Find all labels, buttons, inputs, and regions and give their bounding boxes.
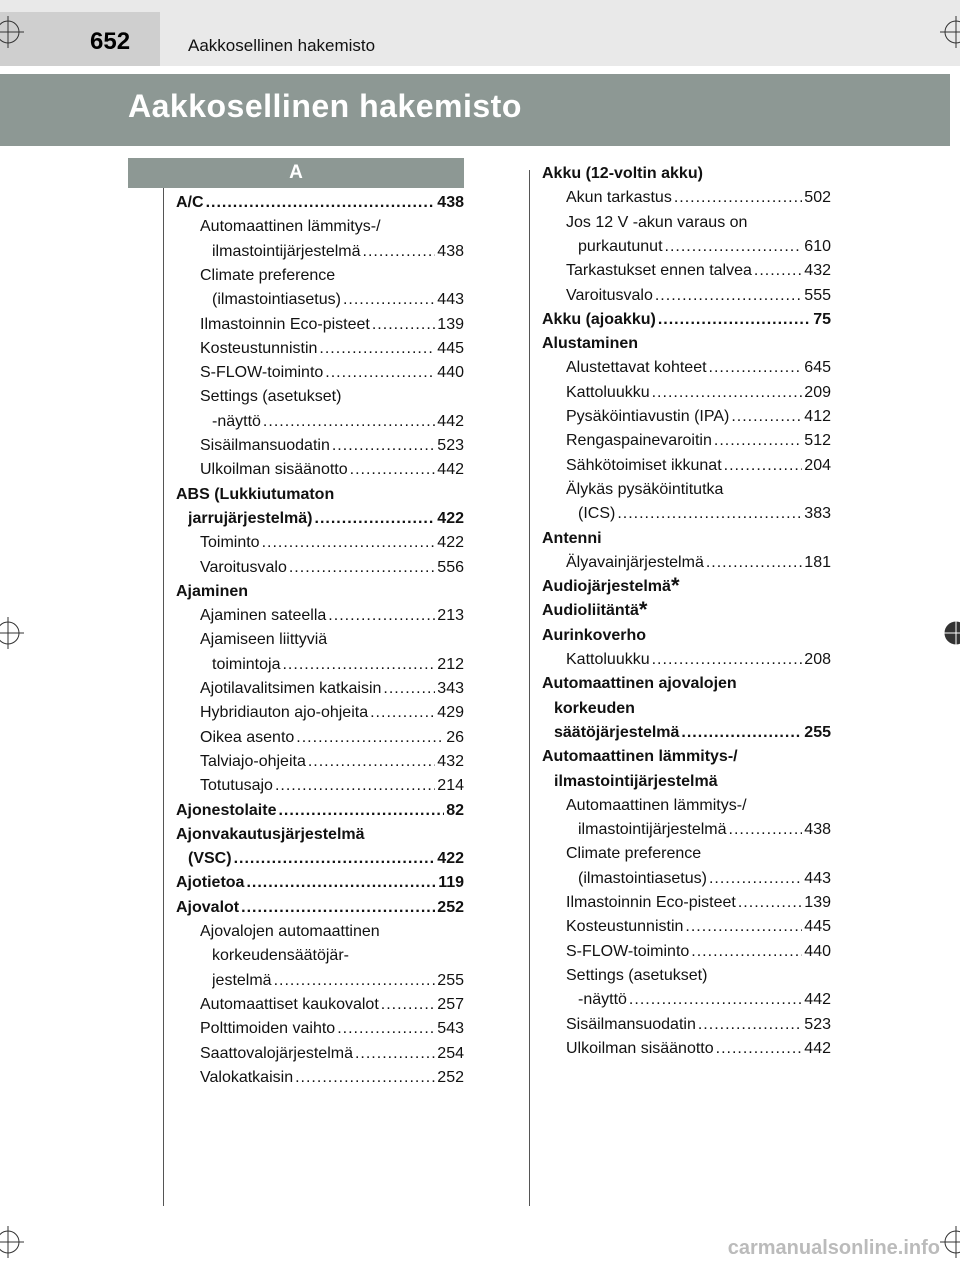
index-entry-text: Tarkastukset ennen talvea [566,262,752,280]
dot-leader [337,1017,435,1041]
index-entry [176,896,464,920]
index-entry-text: Pysäköintiavustin (IPA) [566,408,730,425]
dot-leader [274,969,436,993]
index-entry-text: Akun tarkastus [566,189,672,207]
index-entry-text: Saattovalojärjestelmä [200,1044,353,1062]
index-page-number: 255 [437,971,464,989]
index-entry-text: Antenni [542,529,602,547]
index-page-number: 442 [804,1039,831,1057]
index-entry [200,1066,464,1090]
index-entry-text: Audiojärjestelmä [542,578,671,596]
index-entry-text: Akku (12-voltin akku) [542,165,703,182]
index-page-number: 412 [804,408,831,425]
index-entry-text: Ilmastoinnin Eco-pisteet [200,315,370,333]
index-entry-text: (VSC) [188,850,232,868]
dot-leader [714,429,802,453]
dot-leader [241,896,435,920]
index-entry [554,770,831,794]
index-entry-text: Akku (ajoakku) [542,310,656,328]
dot-leader [652,648,803,672]
index-entry-text: korkeudensäätöjär- [212,947,349,965]
index-entry-text: Kosteustunnistin [200,339,318,357]
index-page-number: 438 [437,242,464,260]
index-page-number: 523 [804,1015,831,1033]
index-entry [200,361,464,385]
index-entry [176,823,464,847]
index-entry-text: A/C [176,194,204,211]
header-tab [0,12,160,66]
index-entry-text: Automaattinen lämmitys-/ [542,748,738,766]
index-entry-text: Sähkötoimiset ikkunat [566,456,722,474]
index-entry-text: Settings (asetukset) [566,966,708,984]
index-entry [554,697,831,721]
index-entry-text: ilmastointijärjestelmä [554,772,718,790]
crop-mark-icon [0,617,24,649]
dot-leader [315,507,436,531]
dot-leader [674,186,802,210]
index-entry [200,993,464,1017]
index-page-number: 429 [437,704,464,722]
index-entry-text: Sisäilmansuodatin [200,437,330,454]
dot-leader [308,750,435,774]
index-entry [200,313,464,337]
index-entry-text: Audioliitäntä [542,602,639,620]
index-page-number: 26 [446,728,464,746]
page-number: 652 [90,28,131,55]
index-entry [566,259,831,283]
index-entry [542,162,831,186]
index-entry-text: Rengaspainevaroitin [566,432,712,450]
index-entry-text: Sisäilmansuodatin [566,1015,696,1033]
index-entry [554,721,831,745]
dot-leader [729,818,803,842]
index-entry-text: Varoitusvalo [566,286,653,304]
index-page-number: 139 [437,315,464,333]
footnote-star: * [670,575,680,599]
index-entry-text: Valokatkaisin [200,1068,294,1086]
index-entry-text: Kosteustunnistin [566,918,684,936]
index-entry [212,410,464,434]
dot-leader [665,235,803,259]
dot-leader [381,993,436,1017]
index-page-number: 422 [437,509,464,527]
index-entry [566,551,831,575]
index-entry-text: Oikea asento [200,728,295,746]
index-page-number: 208 [804,651,831,668]
index-entry [542,332,831,356]
index-entry-text: Ajaminen sateella [200,607,327,625]
index-entry-text: Ulkoilman sisäänotto [566,1039,714,1057]
index-page-number: 75 [813,310,831,328]
index-entry [566,940,831,964]
index-entry [566,478,831,502]
index-entry [200,726,464,750]
index-entry [542,527,831,551]
index-entry-text: purkautunut [578,237,663,255]
index-entry-text: Polttimoiden vaihto [200,1020,336,1038]
dot-leader [328,604,435,628]
dot-leader [372,313,435,337]
index-entry-text: Ajotilavalitsimen katkaisin [200,680,382,697]
index-page-number: 610 [804,237,831,255]
index-entry-text: Kattoluukku [566,651,650,668]
index-entry [566,964,831,988]
index-entry [578,502,831,526]
index-page-number: 254 [437,1044,464,1062]
index-entry [212,240,464,264]
index-entry [176,483,464,507]
dot-leader [289,556,435,580]
index-page-number: 443 [437,291,464,309]
dot-leader [234,847,436,871]
index-entry-text: ilmastointijärjestelmä [578,821,727,839]
index-entry [200,215,464,239]
index-page-number: 252 [437,898,464,916]
index-entry-text: Älykäs pysäköintitutka [566,480,724,498]
dot-leader [681,721,802,745]
index-entry-text: Settings (asetukset) [200,388,342,406]
index-entry [200,774,464,798]
crop-mark-icon [940,16,960,48]
index-entry-text: (ilmastointiasetus) [212,291,341,309]
index-entry [200,604,464,628]
crop-mark-icon [940,617,960,649]
running-title: Aakkosellinen hakemisto [188,36,376,55]
index-entry-text: Ajovalojen automaattinen [200,923,380,940]
index-page-number: 139 [804,894,831,911]
index-page-number: 440 [437,364,464,382]
index-page-number: 252 [437,1068,464,1086]
index-entry [566,429,831,453]
index-page-number: 556 [437,558,464,576]
dot-leader [206,191,436,215]
dot-leader [698,1013,802,1037]
dot-leader [262,531,436,555]
index-page-number: 432 [437,752,464,770]
index-page-number: 440 [804,942,831,960]
crop-mark-icon [0,1226,24,1258]
dot-leader [691,940,802,964]
section-letter-bar: A [128,158,464,188]
index-entry [200,434,464,458]
index-entry-text: Ajotietoa [176,874,245,892]
index-entry [212,944,464,968]
index-page-number: 645 [804,359,831,377]
page-title: Aakkosellinen hakemisto [128,88,522,124]
index-page-number: 502 [804,189,831,207]
index-page-number: 438 [437,194,464,211]
index-entry-text: Ajamiseen liittyviä [200,631,328,649]
footnote-star: * [638,599,648,623]
dot-leader [319,337,435,361]
dot-leader [275,774,435,798]
index-entry [566,186,831,210]
index-entry-text: säätöjärjestelmä [554,723,680,741]
index-entry [566,211,831,235]
index-entry-text: jestelmä [212,971,272,989]
index-entry-text: Kattoluukku [566,383,650,401]
index-entry-text: Aurinkoverho [542,626,647,644]
index-page-number: 213 [437,607,464,625]
dot-leader [325,361,435,385]
dot-leader [355,1042,435,1066]
index-page-number: 204 [804,456,831,474]
dot-leader [754,259,802,283]
index-entry-text: jarrujärjestelmä) [188,509,313,527]
index-entry-text: Automaattinen ajovalojen [542,675,737,693]
index-page-number: 445 [804,918,831,936]
index-entry [188,847,464,871]
index-entry [176,191,464,215]
index-page-number: 212 [437,655,464,673]
dot-leader [246,871,436,895]
index-entry-text: Talviajo-ohjeita [200,752,306,770]
index-entry-text: Climate preference [200,266,336,284]
index-page-number: 512 [804,432,831,450]
index-entry [200,337,464,361]
left-column-rule [163,160,164,1206]
index-page-number: 442 [437,461,464,479]
index-entry [566,381,831,405]
index-page-number: 443 [804,869,831,887]
index-entry [200,458,464,482]
index-entry [188,507,464,531]
index-entry [200,556,464,580]
index-page-number: 422 [437,850,464,868]
index-page-number: 438 [804,821,831,839]
index-entry-text: Hybridiauton ajo-ohjeita [200,704,369,722]
index-entry-text: Ilmastoinnin Eco-pisteet [566,894,736,911]
index-entry-text: Automaattinen lämmitys-/ [200,218,381,236]
crop-mark-icon [0,16,24,48]
index-page-number: 555 [804,286,831,304]
index-entry [176,580,464,604]
index-entry [212,653,464,677]
dot-leader [278,799,444,823]
index-entry [200,701,464,725]
index-entry-text: -näyttö [212,412,261,430]
index-entry [542,672,831,696]
index-page-number: 255 [804,723,831,741]
dot-leader [658,308,811,332]
index-entry [566,891,831,915]
index-entry [566,915,831,939]
dot-leader [655,284,802,308]
index-entry-text: S-FLOW-toiminto [200,364,324,382]
index-page-number: 543 [437,1020,464,1038]
index-entry-text: Climate preference [566,845,702,863]
index-page-number: 383 [804,505,831,523]
dot-leader [332,434,435,458]
dot-leader [296,726,444,750]
index-entry [566,284,831,308]
dot-leader [282,653,435,677]
index-entry [176,799,464,823]
index-entry-text: Jos 12 V -akun varaus on [566,213,748,231]
index-entry [200,385,464,409]
index-page-number: 82 [446,801,464,819]
index-entry-text: Älyavainjärjestelmä [566,553,704,571]
index-entry-text: Ajovalot [176,898,240,916]
index-page-number: 181 [804,553,831,571]
index-entry-text: ilmastointijärjestelmä [212,242,361,260]
dot-leader [685,915,802,939]
index-entry-text: (ilmastointiasetus) [578,869,707,887]
index-entry [542,624,831,648]
index-entry [542,308,831,332]
dot-leader [629,988,802,1012]
dot-leader [370,701,435,725]
dot-leader [617,502,802,526]
index-entry [578,235,831,259]
index-entry-text: Ulkoilman sisäänotto [200,461,348,479]
index-entry-text: S-FLOW-toiminto [566,942,690,960]
dot-leader [652,381,803,405]
index-page-number: 442 [437,412,464,430]
dot-leader [295,1066,435,1090]
dot-leader [709,867,802,891]
index-entry [212,969,464,993]
index-entry-text: Ajaminen [176,582,249,600]
dot-leader [706,551,802,575]
center-column-rule [529,170,530,1206]
watermark: carmanualsonline.info [727,1237,940,1259]
index-entry [200,920,464,944]
index-entry [578,867,831,891]
index-entry [200,1042,464,1066]
dot-leader [738,891,802,915]
index-entry-text: Ajonvakautusjärjestelmä [176,825,365,843]
index-entry [200,1017,464,1041]
index-entry [200,264,464,288]
index-entry-text: Totutusajo [200,777,273,795]
index-page-number: 445 [437,339,464,357]
index-entry-text: Ajonestolaite [176,801,277,819]
index-page-number: 119 [438,874,464,892]
index-entry-text: korkeuden [554,699,635,717]
index-entry [566,794,831,818]
index-entry [542,599,831,623]
index-entry-text: (ICS) [578,505,616,523]
index-entry [200,750,464,774]
index-entry [200,531,464,555]
index-entry [566,648,831,672]
dot-leader [383,677,435,701]
index-page-number: 422 [437,534,464,552]
index-entry-text: toimintoja [212,655,281,673]
index-entry [566,454,831,478]
index-entry [578,988,831,1012]
dot-leader [350,458,436,482]
dot-leader [724,454,803,478]
index-entry-text: -näyttö [578,991,627,1009]
dot-leader [731,405,802,429]
index-entry-text: Automaattiset kaukovalot [200,995,379,1013]
dot-leader [263,410,435,434]
index-entry [566,1037,831,1061]
index-page-number: 214 [437,777,464,795]
index-page-number: 432 [804,262,831,280]
index-entry [200,628,464,652]
index-entry-text: Toiminto [200,534,260,552]
index-entry [212,288,464,312]
index-entry [542,575,831,599]
index-page-number: 209 [804,383,831,401]
index-entry [566,405,831,429]
index-entry [542,745,831,769]
index-page-number: 442 [804,991,831,1009]
index-entry [176,871,464,895]
index-page-number: 523 [437,437,464,454]
index-entry [566,1013,831,1037]
dot-leader [716,1037,803,1061]
crop-mark-icon [940,1226,960,1258]
index-entry-text: Varoitusvalo [200,558,287,576]
dot-leader [363,240,436,264]
dot-leader [343,288,435,312]
index-entry [566,356,831,380]
index-page-number: 343 [437,680,464,697]
index-entry [566,842,831,866]
index-entry-text: Alustettavat kohteet [566,359,707,377]
dot-leader [709,356,803,380]
index-entry-text: ABS (Lukkiutumaton [176,485,335,503]
index-entry [578,818,831,842]
index-entry-text: Automaattinen lämmitys-/ [566,796,747,814]
index-entry-text: Alustaminen [542,335,639,353]
index-entry [200,677,464,701]
index-page-number: 257 [437,995,464,1013]
